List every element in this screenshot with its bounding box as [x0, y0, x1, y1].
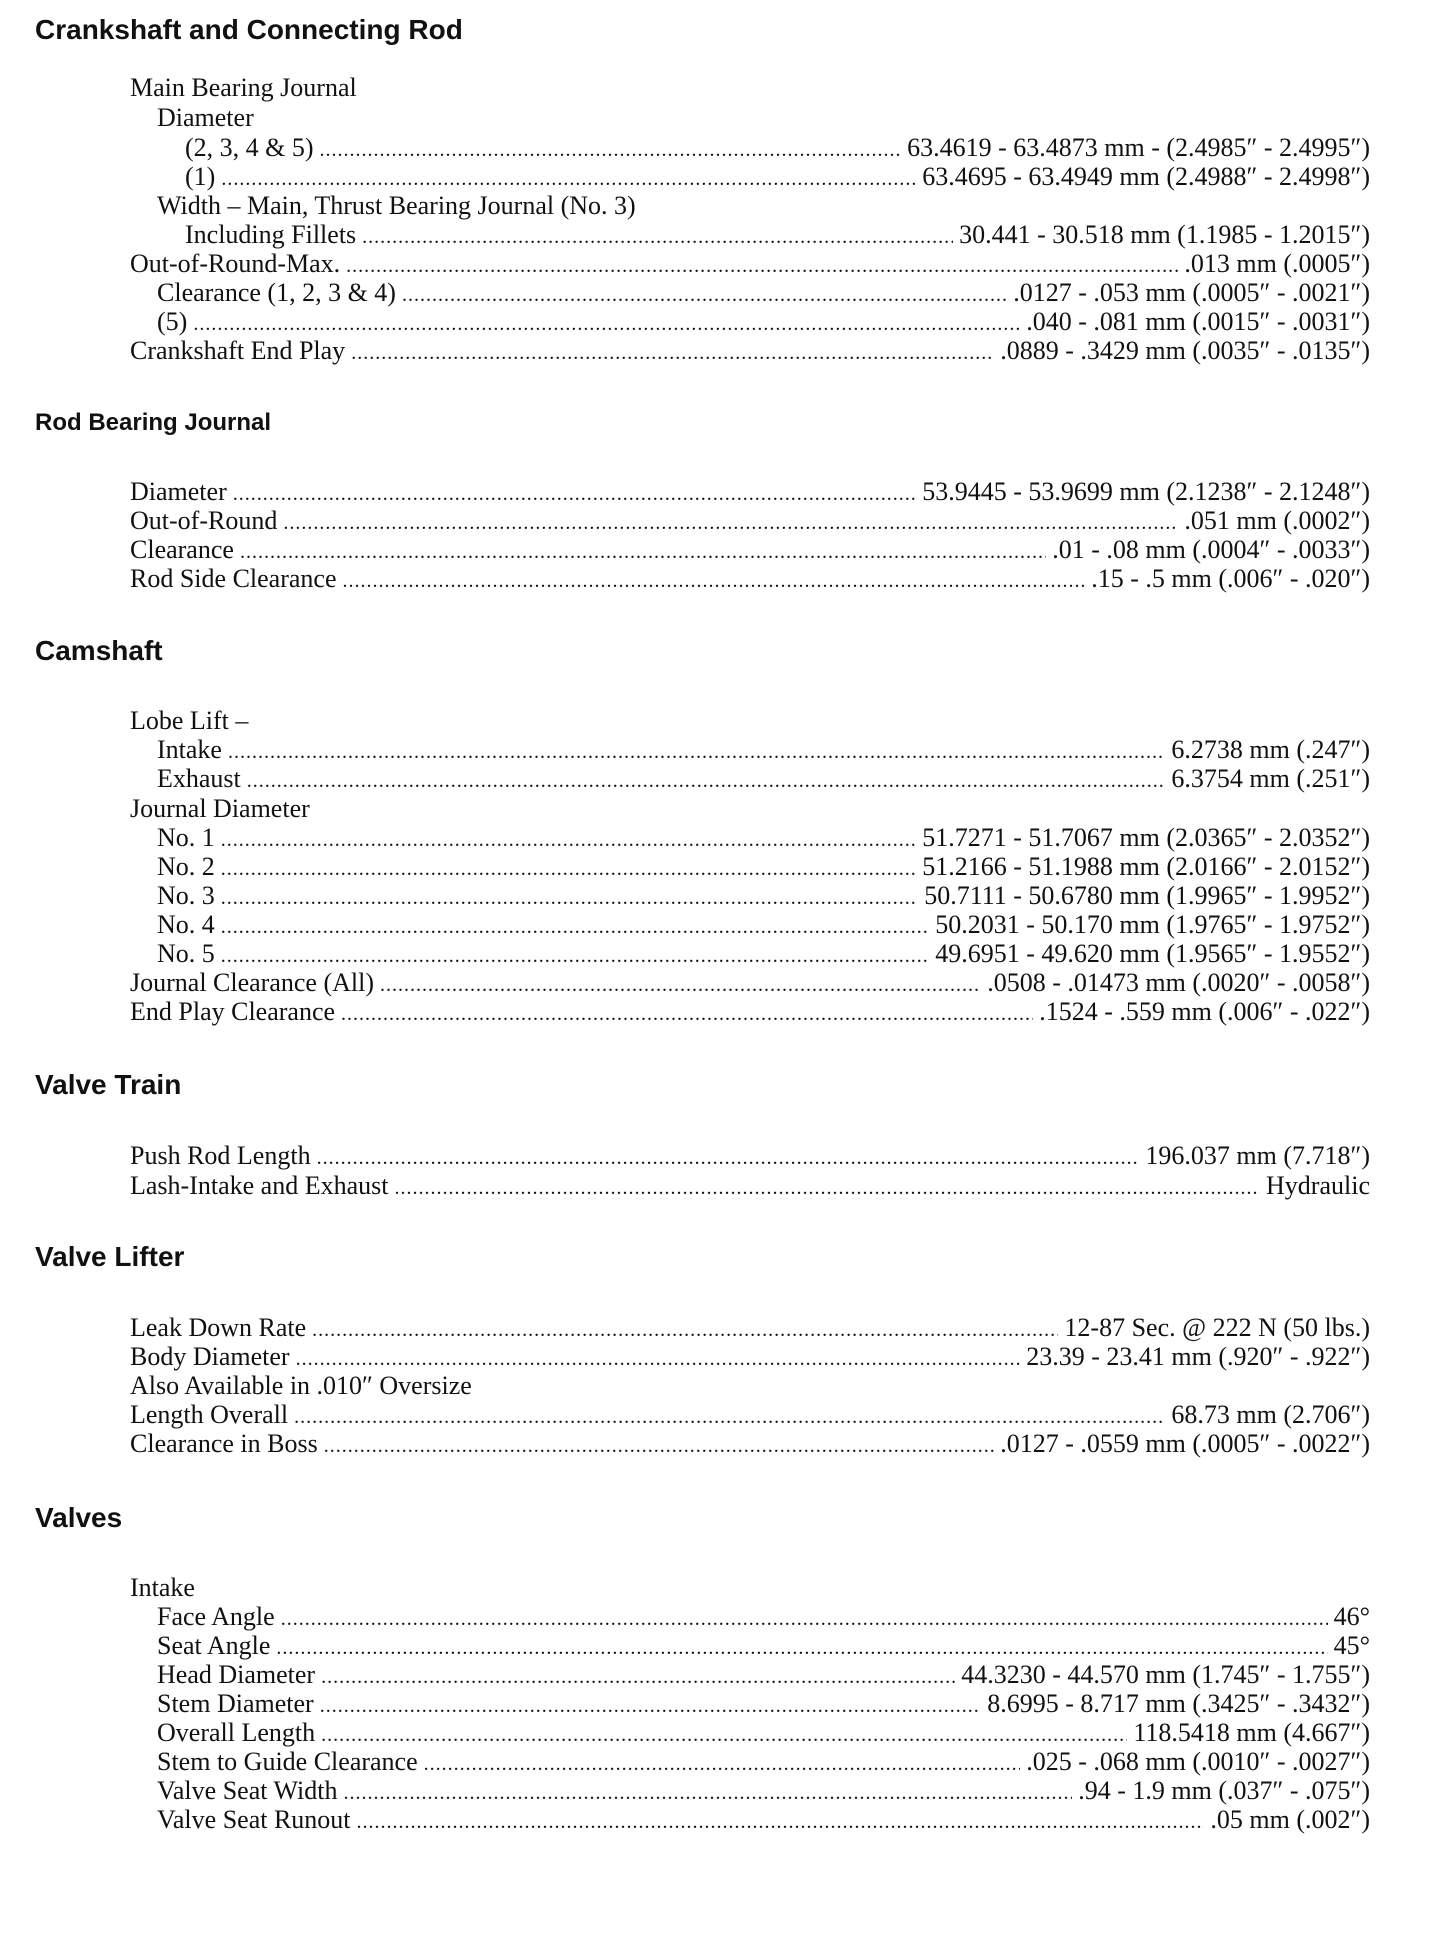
dot-leader — [317, 1143, 1140, 1173]
spec-row — [157, 735, 1370, 765]
spec-value: 51.7271 - 51.7067 mm (2.0365″ - 2.0352″) — [922, 823, 1370, 852]
spec-label: (1) — [185, 162, 216, 191]
spec-row — [157, 1602, 1370, 1632]
spec-value: 50.7111 - 50.6780 mm (1.9965″ - 1.9952″) — [924, 881, 1370, 910]
spec-row — [157, 103, 1370, 133]
spec-value: Hydraulic — [1266, 1171, 1370, 1200]
dot-leader — [296, 1344, 1021, 1374]
spec-value: 63.4695 - 63.4949 mm (2.4988″ - 2.4998″) — [922, 162, 1370, 191]
spec-label: Valve Seat Runout — [157, 1805, 351, 1834]
spec-label: Length Overall — [130, 1400, 289, 1429]
spec-label: Out-of-Round — [130, 506, 278, 535]
spec-row — [130, 477, 1370, 507]
spec-label: Valve Seat Width — [157, 1776, 338, 1805]
spec-label: Stem to Guide Clearance — [157, 1747, 418, 1776]
spec-row — [130, 1171, 1370, 1201]
section-title-valve-lifter: Valve Lifter — [35, 1241, 185, 1272]
dot-leader — [394, 1173, 1260, 1203]
spec-value: .0127 - .0559 mm (.0005″ - .0022″) — [1000, 1429, 1370, 1458]
dot-leader — [193, 309, 1020, 339]
spec-row — [157, 1660, 1370, 1690]
spec-value: 63.4619 - 63.4873 mm - (2.4985″ - 2.4995″) — [907, 133, 1370, 162]
spec-label: Also Available in .010″ Oversize — [130, 1371, 472, 1400]
dot-leader — [357, 1807, 1205, 1837]
spec-label: No. 1 — [157, 823, 215, 852]
spec-value: 49.6951 - 49.620 mm (1.9565″ - 1.9552″) — [935, 939, 1370, 968]
spec-label: Journal Clearance (All) — [130, 968, 375, 997]
spec-label: Intake — [157, 735, 222, 764]
spec-row — [157, 764, 1370, 794]
spec-row — [130, 73, 1370, 103]
spec-label: Seat Angle — [157, 1631, 271, 1660]
spec-value: .05 mm (.002″) — [1210, 1805, 1370, 1834]
spec-row — [157, 278, 1370, 308]
spec-label: Journal Diameter — [130, 794, 310, 823]
spec-row — [130, 794, 1370, 824]
dot-leader — [351, 338, 994, 368]
dot-leader — [362, 222, 953, 252]
spec-row — [130, 506, 1370, 536]
spec-value: .0508 - .01473 mm (.0020″ - .0058″) — [987, 968, 1370, 997]
spec-label: Clearance in Boss — [130, 1429, 318, 1458]
spec-value: .025 - .068 mm (.0010″ - .0027″) — [1026, 1747, 1370, 1776]
spec-row — [157, 910, 1370, 940]
spec-row — [130, 249, 1370, 279]
dot-leader — [247, 766, 1166, 796]
section-title-rod-bearing: Rod Bearing Journal — [35, 409, 272, 436]
dot-leader — [321, 1720, 1127, 1750]
spec-value: 8.6995 - 8.717 mm (.3425″ - .3432″) — [987, 1689, 1370, 1718]
spec-label: Lash-Intake and Exhaust — [130, 1171, 389, 1200]
spec-label: No. 5 — [157, 939, 215, 968]
spec-value: 23.39 - 23.41 mm (.920″ - .922″) — [1026, 1342, 1370, 1371]
spec-label: Including Fillets — [185, 220, 357, 249]
spec-row — [157, 1718, 1370, 1748]
spec-label: Stem Diameter — [157, 1689, 314, 1718]
dot-leader — [233, 479, 917, 509]
dot-leader — [221, 825, 916, 855]
spec-row — [157, 1689, 1370, 1719]
spec-label: Width – Main, Thrust Bearing Journal (No. 3) — [157, 191, 636, 220]
spec-row — [157, 939, 1370, 969]
spec-row — [157, 852, 1370, 882]
spec-row — [130, 1342, 1370, 1372]
spec-row — [130, 564, 1370, 594]
dot-leader — [281, 1604, 1328, 1634]
spec-row — [157, 881, 1370, 911]
spec-value: 196.037 mm (7.718″) — [1145, 1141, 1370, 1170]
dot-leader — [221, 941, 929, 971]
spec-value: 6.3754 mm (.251″) — [1171, 764, 1370, 793]
section-title-valve-train: Valve Train — [35, 1069, 182, 1100]
spec-value: 118.5418 mm (4.667″) — [1133, 1718, 1370, 1747]
spec-row — [157, 307, 1370, 337]
spec-label: Face Angle — [157, 1602, 275, 1631]
spec-value: .0889 - .3429 mm (.0035″ - .0135″) — [1000, 336, 1370, 365]
dot-leader — [380, 970, 981, 1000]
spec-value: .15 - .5 mm (.006″ - .020″) — [1091, 564, 1370, 593]
spec-label: Main Bearing Journal — [130, 73, 357, 102]
dot-leader — [312, 1315, 1058, 1345]
section-title-valves: Valves — [35, 1502, 123, 1533]
spec-row — [130, 706, 1370, 736]
spec-value: 30.441 - 30.518 mm (1.1985 - 1.2015″) — [959, 220, 1370, 249]
spec-row — [130, 1371, 1370, 1401]
dot-leader — [343, 566, 1086, 596]
spec-value: 51.2166 - 51.1988 mm (2.0166″ - 2.0152″) — [922, 852, 1370, 881]
spec-value: .94 - 1.9 mm (.037″ - .075″) — [1078, 1776, 1370, 1805]
dot-leader — [321, 1662, 955, 1692]
spec-value: .01 - .08 mm (.0004″ - .0033″) — [1052, 535, 1370, 564]
dot-leader — [221, 883, 918, 913]
spec-row — [130, 336, 1370, 366]
spec-label: No. 3 — [157, 881, 215, 910]
spec-label: Body Diameter — [130, 1342, 290, 1371]
spec-label: Out-of-Round-Max. — [130, 249, 341, 278]
spec-value: 68.73 mm (2.706″) — [1171, 1400, 1370, 1429]
spec-label: Lobe Lift – — [130, 706, 249, 735]
dot-leader — [283, 508, 1178, 538]
dot-leader — [424, 1749, 1021, 1779]
spec-label: Clearance — [130, 535, 234, 564]
spec-row — [130, 968, 1370, 998]
spec-label: Diameter — [157, 103, 254, 132]
dot-leader — [324, 1431, 995, 1461]
spec-label: Crankshaft End Play — [130, 336, 346, 365]
spec-label: No. 4 — [157, 910, 215, 939]
dot-leader — [221, 912, 929, 942]
spec-value: 50.2031 - 50.170 mm (1.9765″ - 1.9752″) — [935, 910, 1370, 939]
spec-row — [157, 1631, 1370, 1661]
spec-row — [130, 1313, 1370, 1343]
dot-leader — [240, 537, 1046, 567]
dot-leader — [221, 164, 916, 194]
spec-row — [157, 1776, 1370, 1806]
dot-leader — [343, 1778, 1072, 1808]
spec-row — [130, 535, 1370, 565]
spec-row — [157, 191, 1370, 221]
spec-value: .013 mm (.0005″) — [1184, 249, 1370, 278]
spec-row — [157, 823, 1370, 853]
dot-leader — [294, 1402, 1165, 1432]
spec-value: .0127 - .053 mm (.0005″ - .0021″) — [1013, 278, 1370, 307]
dot-leader — [402, 280, 1007, 310]
spec-label: (5) — [157, 307, 188, 336]
spec-value: 44.3230 - 44.570 mm (1.745″ - 1.755″) — [961, 1660, 1370, 1689]
spec-row — [157, 1747, 1370, 1777]
spec-row — [157, 1805, 1370, 1835]
dot-leader — [320, 1691, 982, 1721]
dot-leader — [276, 1633, 1327, 1663]
spec-value: 6.2738 mm (.247″) — [1171, 735, 1370, 764]
spec-row — [185, 220, 1370, 250]
spec-label: Head Diameter — [157, 1660, 316, 1689]
spec-label: End Play Clearance — [130, 997, 336, 1026]
spec-row — [185, 133, 1370, 163]
dot-leader — [341, 999, 1033, 1029]
spec-value: 46° — [1333, 1602, 1370, 1631]
spec-label: Clearance (1, 2, 3 & 4) — [157, 278, 396, 307]
section-title-crankshaft: Crankshaft and Connecting Rod — [35, 14, 463, 45]
spec-value: .1524 - .559 mm (.006″ - .022″) — [1039, 997, 1370, 1026]
spec-row — [130, 997, 1370, 1027]
spec-row — [130, 1141, 1370, 1171]
spec-label: Intake — [130, 1573, 195, 1602]
section-title-camshaft: Camshaft — [35, 635, 163, 666]
spec-row — [130, 1573, 1370, 1603]
dot-leader — [320, 135, 902, 165]
spec-label: Push Rod Length — [130, 1141, 311, 1170]
spec-row — [130, 1429, 1370, 1459]
spec-label: Exhaust — [157, 764, 241, 793]
spec-label: Leak Down Rate — [130, 1313, 307, 1342]
spec-value: .051 mm (.0002″) — [1184, 506, 1370, 535]
spec-label: Rod Side Clearance — [130, 564, 337, 593]
spec-label: (2, 3, 4 & 5) — [185, 133, 314, 162]
spec-value: 12-87 Sec. @ 222 N (50 lbs.) — [1064, 1313, 1370, 1342]
dot-leader — [221, 854, 916, 884]
spec-value: 45° — [1333, 1631, 1370, 1660]
spec-label: Overall Length — [157, 1718, 316, 1747]
spec-row — [185, 162, 1370, 192]
spec-label: Diameter — [130, 477, 227, 506]
spec-row — [130, 1400, 1370, 1430]
spec-label: No. 2 — [157, 852, 215, 881]
dot-leader — [346, 251, 1178, 281]
spec-value: .040 - .081 mm (.0015″ - .0031″) — [1026, 307, 1370, 336]
spec-value: 53.9445 - 53.9699 mm (2.1238″ - 2.1248″) — [922, 477, 1370, 506]
dot-leader — [228, 737, 1165, 767]
